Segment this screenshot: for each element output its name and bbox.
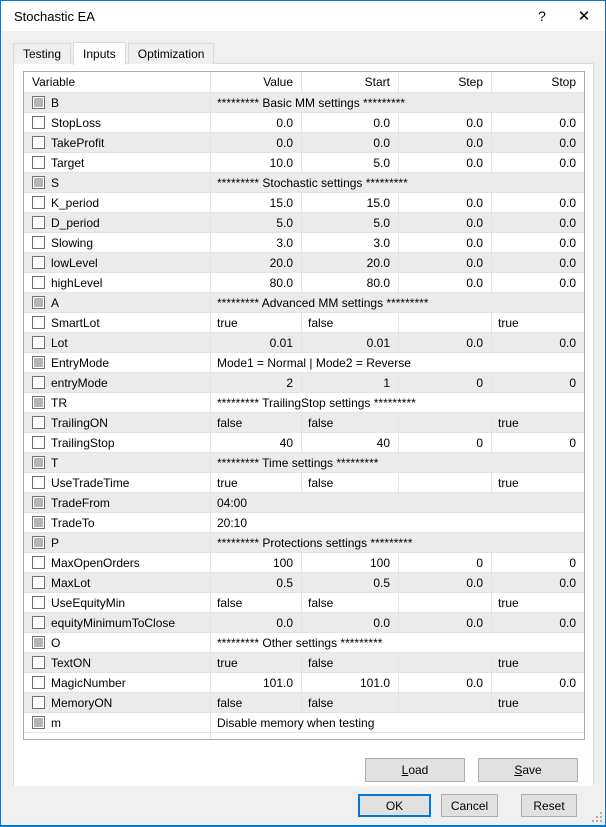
step-cell[interactable]: 0.0 (399, 213, 492, 233)
checkbox-icon[interactable] (32, 616, 45, 629)
value-cell[interactable]: true (211, 653, 302, 673)
variable-label: UseEquityMin (51, 595, 126, 610)
value-cell[interactable]: true (211, 313, 302, 333)
variable-cell (24, 293, 211, 313)
column-header-value[interactable]: Value (211, 72, 302, 93)
table-row-highLevel[interactable] (24, 273, 584, 293)
titlebar (1, 1, 605, 31)
table-row-TradeTo[interactable] (24, 513, 584, 533)
step-cell[interactable]: 0.0 (399, 573, 492, 593)
start-cell[interactable]: 0.0 (302, 133, 399, 153)
start-cell[interactable]: 0.01 (302, 333, 399, 353)
checkbox-icon[interactable] (32, 596, 45, 609)
preset-actions (365, 758, 578, 782)
start-cell[interactable]: false (302, 693, 399, 713)
variable-cell (24, 193, 211, 213)
variable-label: Slowing (51, 235, 94, 250)
step-cell[interactable] (399, 413, 492, 433)
help-icon[interactable]: ? (538, 8, 546, 24)
variable-cell (24, 213, 211, 233)
variable-cell (24, 93, 211, 113)
checkbox-icon[interactable] (32, 656, 45, 669)
table-filler (24, 733, 584, 739)
variable-cell (24, 373, 211, 393)
start-cell[interactable]: 101.0 (302, 673, 399, 693)
variable-label: MaxOpenOrders (51, 555, 140, 570)
value-cell[interactable]: true (211, 473, 302, 493)
variable-label: EntryMode (51, 355, 110, 370)
variable-label: D_period (51, 215, 100, 230)
variable-cell (24, 253, 211, 273)
step-cell[interactable]: 0 (399, 433, 492, 453)
variable-label: TakeProfit (51, 135, 105, 150)
save-button[interactable]: Save (478, 758, 578, 782)
table-row-K_period[interactable] (24, 193, 584, 213)
variable-cell (24, 613, 211, 633)
step-cell[interactable]: 0.0 (399, 253, 492, 273)
tab-inputs[interactable]: Inputs (73, 42, 126, 65)
table-row-TrailingStop[interactable] (24, 433, 584, 453)
value-cell[interactable]: 3.0 (211, 233, 302, 253)
value-cell[interactable]: 10.0 (211, 153, 302, 173)
checkbox-icon[interactable] (32, 676, 45, 689)
table-row-B[interactable] (24, 93, 584, 113)
checkbox-icon[interactable] (32, 416, 45, 429)
tab-strip (1, 41, 605, 64)
value-cell[interactable]: 15.0 (211, 193, 302, 213)
table-row-TradeFrom[interactable] (24, 493, 584, 513)
table-row-equityMinimumToClose[interactable] (24, 613, 584, 633)
variable-cell (24, 513, 211, 533)
stop-cell[interactable]: 0.0 (492, 133, 584, 153)
start-cell[interactable]: 20.0 (302, 253, 399, 273)
table-row-TextON[interactable] (24, 653, 584, 673)
variable-label: TrailingON (51, 415, 108, 430)
checkbox-grayed-icon[interactable] (32, 396, 45, 409)
checkbox-grayed-icon[interactable] (32, 496, 45, 509)
step-cell[interactable]: 0.0 (399, 673, 492, 693)
stop-cell[interactable]: 0.0 (492, 193, 584, 213)
variable-label: m (51, 715, 61, 730)
checkbox-icon[interactable] (32, 116, 45, 129)
stop-cell[interactable]: 0 (492, 373, 584, 393)
value-span-cell[interactable]: ********* Advanced MM settings ********* (211, 293, 584, 313)
variable-cell (24, 113, 211, 133)
table-row-StopLoss[interactable] (24, 113, 584, 133)
step-cell[interactable] (399, 473, 492, 493)
start-cell[interactable]: 0.0 (302, 613, 399, 633)
step-cell[interactable]: 0.0 (399, 613, 492, 633)
stop-cell[interactable]: true (492, 653, 584, 673)
variable-label: TR (51, 395, 67, 410)
table-row-UseEquityMin[interactable] (24, 593, 584, 613)
checkbox-icon[interactable] (32, 476, 45, 489)
step-cell[interactable]: 0.0 (399, 273, 492, 293)
value-span-cell[interactable]: ********* Stochastic settings ********* (211, 173, 584, 193)
tab-optimization[interactable]: Optimization (128, 43, 215, 64)
stop-cell[interactable]: true (492, 473, 584, 493)
column-header-variable[interactable]: Variable (24, 72, 211, 93)
ok-button[interactable]: OK (358, 794, 431, 817)
checkbox-grayed-icon[interactable] (32, 636, 45, 649)
value-span-cell[interactable]: 04:00 (211, 493, 584, 513)
table-row-T[interactable] (24, 453, 584, 473)
table-row-MagicNumber[interactable] (24, 673, 584, 693)
variable-cell (24, 633, 211, 653)
cancel-button[interactable]: Cancel (441, 794, 498, 817)
checkbox-icon[interactable] (32, 556, 45, 569)
table-row-O[interactable] (24, 633, 584, 653)
variable-label: A (51, 295, 60, 310)
variable-cell (24, 433, 211, 453)
checkbox-icon[interactable] (32, 156, 45, 169)
value-cell[interactable]: 40 (211, 433, 302, 453)
variable-cell (24, 673, 211, 693)
start-cell[interactable]: false (302, 313, 399, 333)
value-cell[interactable]: 0.0 (211, 133, 302, 153)
stop-cell[interactable]: 0 (492, 553, 584, 573)
stop-cell[interactable]: true (492, 693, 584, 713)
checkbox-icon[interactable] (32, 436, 45, 449)
start-cell[interactable]: 80.0 (302, 273, 399, 293)
variable-label: MaxLot (51, 575, 91, 590)
step-cell[interactable]: 0.0 (399, 133, 492, 153)
variable-cell (24, 713, 211, 733)
value-span-cell[interactable]: ********* Other settings ********* (211, 633, 584, 653)
step-cell[interactable] (399, 693, 492, 713)
start-cell[interactable]: false (302, 593, 399, 613)
checkbox-icon[interactable] (32, 316, 45, 329)
variable-label: lowLevel (51, 255, 98, 270)
variable-cell (24, 653, 211, 673)
stop-cell[interactable]: 0.0 (492, 153, 584, 173)
checkbox-grayed-icon[interactable] (32, 296, 45, 309)
variable-cell (24, 313, 211, 333)
table-row-m[interactable] (24, 713, 584, 733)
value-cell[interactable]: 101.0 (211, 673, 302, 693)
start-cell[interactable]: 100 (302, 553, 399, 573)
value-cell[interactable]: 100 (211, 553, 302, 573)
stop-cell[interactable]: 0.0 (492, 113, 584, 133)
variable-label: TrailingStop (51, 435, 115, 450)
variable-cell (24, 153, 211, 173)
value-cell[interactable]: false (211, 593, 302, 613)
variable-label: S (51, 175, 60, 190)
variable-cell (24, 233, 211, 253)
checkbox-icon[interactable] (32, 136, 45, 149)
variable-label: O (51, 635, 61, 650)
step-cell[interactable]: 0.0 (399, 333, 492, 353)
resize-grip[interactable] (592, 812, 602, 822)
table-row-D_period[interactable] (24, 213, 584, 233)
value-cell[interactable]: 0.0 (211, 613, 302, 633)
step-cell[interactable] (399, 593, 492, 613)
value-cell[interactable]: 20.0 (211, 253, 302, 273)
variable-cell (24, 333, 211, 353)
stop-cell[interactable]: 0.0 (492, 673, 584, 693)
variable-cell (24, 573, 211, 593)
variable-label: entryMode (51, 375, 108, 390)
table-row-Slowing[interactable] (24, 233, 584, 253)
value-span-cell[interactable]: 20:10 (211, 513, 584, 533)
variable-cell (24, 553, 211, 573)
value-cell[interactable]: 5.0 (211, 213, 302, 233)
table-row-TR[interactable] (24, 393, 584, 413)
value-span-cell[interactable]: Disable memory when testing (211, 713, 584, 733)
variable-label: MemoryON (51, 695, 113, 710)
value-span-cell[interactable]: ********* Basic MM settings ********* (211, 93, 584, 113)
checkbox-icon[interactable] (32, 576, 45, 589)
variable-label: TextON (51, 655, 92, 670)
checkbox-icon[interactable] (32, 336, 45, 349)
table-row-entryMode[interactable] (24, 373, 584, 393)
table-row-TrailingON[interactable] (24, 413, 584, 433)
value-span-cell[interactable]: ********* Protections settings ********* (211, 533, 584, 553)
stop-cell[interactable]: 0.0 (492, 573, 584, 593)
checkbox-grayed-icon[interactable] (32, 716, 45, 729)
close-icon[interactable]: ✕ (577, 8, 591, 25)
step-cell[interactable]: 0.0 (399, 153, 492, 173)
checkbox-icon[interactable] (32, 236, 45, 249)
reset-button[interactable]: Reset (521, 794, 577, 817)
checkbox-icon[interactable] (32, 256, 45, 269)
value-cell[interactable]: 0.01 (211, 333, 302, 353)
checkbox-grayed-icon[interactable] (32, 536, 45, 549)
stop-cell[interactable]: 0.0 (492, 233, 584, 253)
checkbox-icon[interactable] (32, 216, 45, 229)
variable-label: B (51, 95, 60, 110)
value-span-cell[interactable]: ********* TrailingStop settings ********* (211, 393, 584, 413)
column-header-step[interactable]: Step (399, 72, 492, 93)
table-row-MemoryON[interactable] (24, 693, 584, 713)
start-cell[interactable]: 0.5 (302, 573, 399, 593)
checkbox-grayed-icon[interactable] (32, 456, 45, 469)
variable-label: equityMinimumToClose (51, 615, 176, 630)
tab-testing[interactable]: Testing (13, 43, 71, 64)
variable-cell (24, 273, 211, 293)
step-cell[interactable]: 0 (399, 373, 492, 393)
table-row-A[interactable] (24, 293, 584, 313)
start-cell[interactable]: false (302, 413, 399, 433)
variable-cell (24, 453, 211, 473)
table-row-MaxLot[interactable] (24, 573, 584, 593)
variable-label: TradeFrom (51, 495, 110, 510)
variable-cell (24, 173, 211, 193)
checkbox-icon[interactable] (32, 276, 45, 289)
step-cell[interactable]: 0.0 (399, 233, 492, 253)
inputs-tab-page (13, 63, 594, 787)
step-cell[interactable] (399, 313, 492, 333)
table-row-EntryMode[interactable] (24, 353, 584, 373)
table-row-MaxOpenOrders[interactable] (24, 553, 584, 573)
value-cell[interactable]: 0.0 (211, 113, 302, 133)
checkbox-icon[interactable] (32, 376, 45, 389)
variable-label: Target (51, 155, 85, 170)
window-title: Stochastic EA (14, 8, 95, 24)
stop-cell[interactable]: 0 (492, 433, 584, 453)
table-row-TakeProfit[interactable] (24, 133, 584, 153)
start-cell[interactable]: 5.0 (302, 213, 399, 233)
variable-cell (24, 493, 211, 513)
value-span-cell[interactable]: Mode1 = Normal | Mode2 = Reverse (211, 353, 584, 373)
step-cell[interactable]: 0.0 (399, 113, 492, 133)
step-cell[interactable] (399, 653, 492, 673)
variable-label: T (51, 455, 59, 470)
start-cell[interactable]: 5.0 (302, 153, 399, 173)
value-cell[interactable]: 80.0 (211, 273, 302, 293)
table-row-Target[interactable] (24, 153, 584, 173)
variable-cell (24, 693, 211, 713)
checkbox-grayed-icon[interactable] (32, 356, 45, 369)
variable-label: StopLoss (51, 115, 102, 130)
load-button[interactable]: Load (365, 758, 465, 782)
stop-cell[interactable]: 0.0 (492, 333, 584, 353)
checkbox-grayed-icon[interactable] (32, 516, 45, 529)
stop-cell[interactable]: true (492, 593, 584, 613)
variable-label: P (51, 535, 60, 550)
start-cell[interactable]: 15.0 (302, 193, 399, 213)
step-cell[interactable]: 0 (399, 553, 492, 573)
variable-cell (24, 133, 211, 153)
table-header-row (24, 72, 584, 93)
variable-label: UseTradeTime (51, 475, 130, 490)
column-header-stop[interactable]: Stop (492, 72, 584, 93)
value-cell[interactable]: false (211, 413, 302, 433)
variable-label: highLevel (51, 275, 103, 290)
variable-cell (24, 393, 211, 413)
checkbox-grayed-icon[interactable] (32, 96, 45, 109)
start-cell[interactable]: 0.0 (302, 113, 399, 133)
table-row-SmartLot[interactable] (24, 313, 584, 333)
variable-label: K_period (51, 195, 100, 210)
variable-cell (24, 413, 211, 433)
step-cell[interactable]: 0.0 (399, 193, 492, 213)
start-cell[interactable]: false (302, 653, 399, 673)
checkbox-grayed-icon[interactable] (32, 176, 45, 189)
table-row-UseTradeTime[interactable] (24, 473, 584, 493)
stop-cell[interactable]: true (492, 313, 584, 333)
table-row-Lot[interactable] (24, 333, 584, 353)
column-header-start[interactable]: Start (302, 72, 399, 93)
stop-cell[interactable]: 0.0 (492, 613, 584, 633)
variable-label: MagicNumber (51, 675, 126, 690)
start-cell[interactable]: false (302, 473, 399, 493)
start-cell[interactable]: 1 (302, 373, 399, 393)
stop-cell[interactable]: true (492, 413, 584, 433)
start-cell[interactable]: 40 (302, 433, 399, 453)
variable-cell (24, 533, 211, 553)
table-row-S[interactable] (24, 173, 584, 193)
dialog-footer (1, 786, 605, 825)
stop-cell[interactable]: 0.0 (492, 213, 584, 233)
table-row-lowLevel[interactable] (24, 253, 584, 273)
table-body (24, 93, 584, 733)
variable-cell (24, 353, 211, 373)
variable-cell (24, 473, 211, 493)
checkbox-icon[interactable] (32, 696, 45, 709)
inputs-table (23, 71, 585, 740)
stop-cell[interactable]: 0.0 (492, 273, 584, 293)
variable-label: Lot (51, 335, 68, 350)
variable-label: SmartLot (51, 315, 100, 330)
variable-cell (24, 593, 211, 613)
start-cell[interactable]: 3.0 (302, 233, 399, 253)
stop-cell[interactable]: 0.0 (492, 253, 584, 273)
table-row-P[interactable] (24, 533, 584, 553)
value-cell[interactable]: 0.5 (211, 573, 302, 593)
value-span-cell[interactable]: ********* Time settings ********* (211, 453, 584, 473)
variable-label: TradeTo (51, 515, 95, 530)
checkbox-icon[interactable] (32, 196, 45, 209)
value-cell[interactable]: 2 (211, 373, 302, 393)
value-cell[interactable]: false (211, 693, 302, 713)
